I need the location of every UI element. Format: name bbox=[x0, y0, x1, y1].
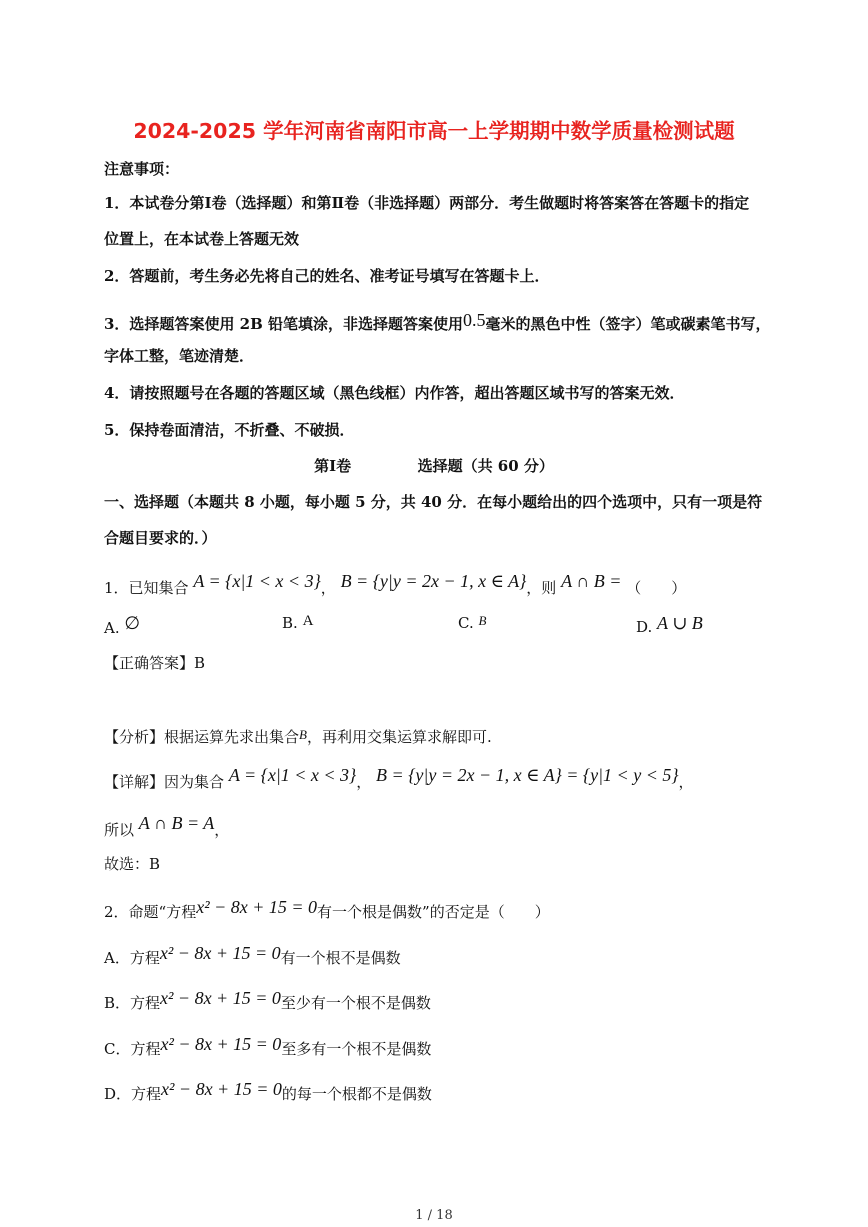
q1-paren: （ ） bbox=[626, 579, 687, 597]
page-title: 2024-2025 学年河南省南阳市高一上学期期中数学质量检测试题 bbox=[133, 119, 735, 143]
analysis-label: 【分析】 bbox=[104, 728, 165, 746]
option-label: B．方程 bbox=[104, 994, 161, 1012]
detail-comma-end: ， bbox=[678, 773, 694, 791]
option-value: A ∪ B bbox=[657, 613, 703, 633]
option-label: C．方程 bbox=[104, 1040, 161, 1058]
notice-3-cont: 字体工整，笔迹清楚． bbox=[104, 347, 255, 365]
q1-comma: ， bbox=[320, 579, 336, 597]
page-number: 1 / 18 bbox=[415, 1208, 453, 1223]
part-one-instructions-cont: 合题目要求的．） bbox=[104, 529, 217, 547]
conclusion-text: 所以 bbox=[104, 821, 135, 839]
section-name: 选择题（共 60 分） bbox=[417, 457, 554, 475]
conclusion-comma: ， bbox=[214, 821, 230, 839]
option-equation: x² − 8x + 15 = 0 bbox=[160, 1034, 282, 1054]
option-label: A．方程 bbox=[104, 949, 160, 967]
q2-prefix: 2．命题“方程 bbox=[104, 903, 197, 921]
q2-equation: x² − 8x + 15 = 0 bbox=[196, 897, 318, 917]
detail-text: 因为集合 bbox=[164, 773, 225, 791]
q1-set-b: B = {y|y = 2x − 1, x ∈ A} bbox=[340, 571, 527, 591]
notice-3-text-a: 3．选择题答案使用 2B 铅笔填涂，非选择题答案使用 bbox=[104, 315, 463, 333]
option-value: B bbox=[478, 613, 487, 628]
q1-conclusion bbox=[104, 812, 229, 841]
q2-option-b bbox=[104, 987, 431, 1014]
q2-option-c bbox=[104, 1033, 431, 1060]
q1-prefix: 1．已知集合 bbox=[104, 579, 189, 597]
conclusion-expression: A ∩ B = A bbox=[138, 813, 215, 833]
option-equation: x² − 8x + 15 = 0 bbox=[159, 943, 281, 963]
option-label: A. bbox=[104, 619, 120, 637]
analysis-variable: B bbox=[299, 727, 307, 742]
option-text: 至多有一个根不是偶数 bbox=[281, 1040, 432, 1058]
section-volume: 第Ⅰ卷 bbox=[314, 457, 352, 475]
notice-header: 注意事项： bbox=[104, 160, 180, 178]
q1-option-c bbox=[458, 613, 486, 632]
analysis-text-end: ，再利用交集运算求解即可. bbox=[306, 728, 492, 746]
q1-then: ，则 bbox=[526, 579, 557, 597]
q1-expression: A ∩ B = bbox=[561, 571, 622, 591]
q1-answer bbox=[104, 652, 205, 674]
option-equation: x² − 8x + 15 = 0 bbox=[161, 1079, 282, 1099]
q1-detail bbox=[104, 764, 694, 793]
section-heading bbox=[0, 455, 868, 477]
question-1 bbox=[104, 570, 686, 599]
option-label: D．方程 bbox=[104, 1085, 162, 1103]
q1-option-b bbox=[282, 613, 313, 632]
notice-1-cont: 位置上，在本试卷上答题无效 bbox=[104, 230, 300, 248]
q2-option-a bbox=[104, 942, 401, 969]
option-text: 至少有一个根不是偶数 bbox=[280, 994, 431, 1012]
option-label: C. bbox=[458, 614, 474, 632]
notice-5: 5．保持卷面清洁，不折叠、不破损． bbox=[104, 421, 355, 439]
q2-option-d bbox=[104, 1078, 432, 1105]
option-value: ∅ bbox=[124, 613, 141, 633]
notice-4: 4．请按照题号在各题的答题区域（黑色线框）内作答，超出答题区域书写的答案无效． bbox=[104, 384, 685, 402]
notice-3-size: 0.5 bbox=[463, 310, 486, 330]
option-value: A bbox=[302, 613, 314, 629]
option-equation: x² − 8x + 15 = 0 bbox=[160, 988, 281, 1008]
part-one-instructions: 一、选择题（本题共 8 小题，每小题 5 分，共 40 分．在每小题给出的四个选项中，只有一项是符 bbox=[104, 493, 763, 511]
detail-set-b: B = {y|y = 2x − 1, x ∈ A} = {y|1 < y < 5} bbox=[376, 765, 679, 785]
q2-suffix: 有一个根是偶数”的否定是（ ） bbox=[317, 903, 550, 921]
question-2 bbox=[104, 896, 550, 923]
answer-value: B bbox=[194, 654, 206, 672]
detail-set-a: A = {x|1 < x < 3} bbox=[228, 765, 357, 785]
q1-set-a: A = {x|1 < x < 3} bbox=[193, 571, 321, 591]
option-text: 的每一个根都不是偶数 bbox=[281, 1085, 432, 1103]
notice-2: 2．答题前，考生务必先将自己的姓名、准考证号填写在答题卡上． bbox=[104, 267, 550, 285]
notice-1: 1．本试卷分第Ⅰ卷（选择题）和第Ⅱ卷（非选择题）两部分．考生做题时将答案答在答题卡的指定 bbox=[104, 194, 750, 212]
q1-analysis bbox=[104, 724, 492, 748]
option-label: B. bbox=[282, 614, 298, 632]
q1-choice: 故选：B bbox=[104, 855, 161, 873]
q1-option-a bbox=[104, 613, 140, 637]
answer-label: 【正确答案】 bbox=[104, 654, 195, 672]
analysis-text: 根据运算先求出集合 bbox=[164, 728, 300, 746]
detail-label: 【详解】 bbox=[104, 773, 165, 791]
notice-3 bbox=[104, 309, 771, 335]
q1-option-d bbox=[636, 613, 703, 636]
notice-3-text-b: 毫米的黑色中性（签字）笔或碳素笔书写， bbox=[485, 315, 771, 333]
option-text: 有一个根不是偶数 bbox=[280, 949, 401, 967]
option-label: D. bbox=[636, 618, 653, 636]
detail-comma: ， bbox=[356, 773, 372, 791]
